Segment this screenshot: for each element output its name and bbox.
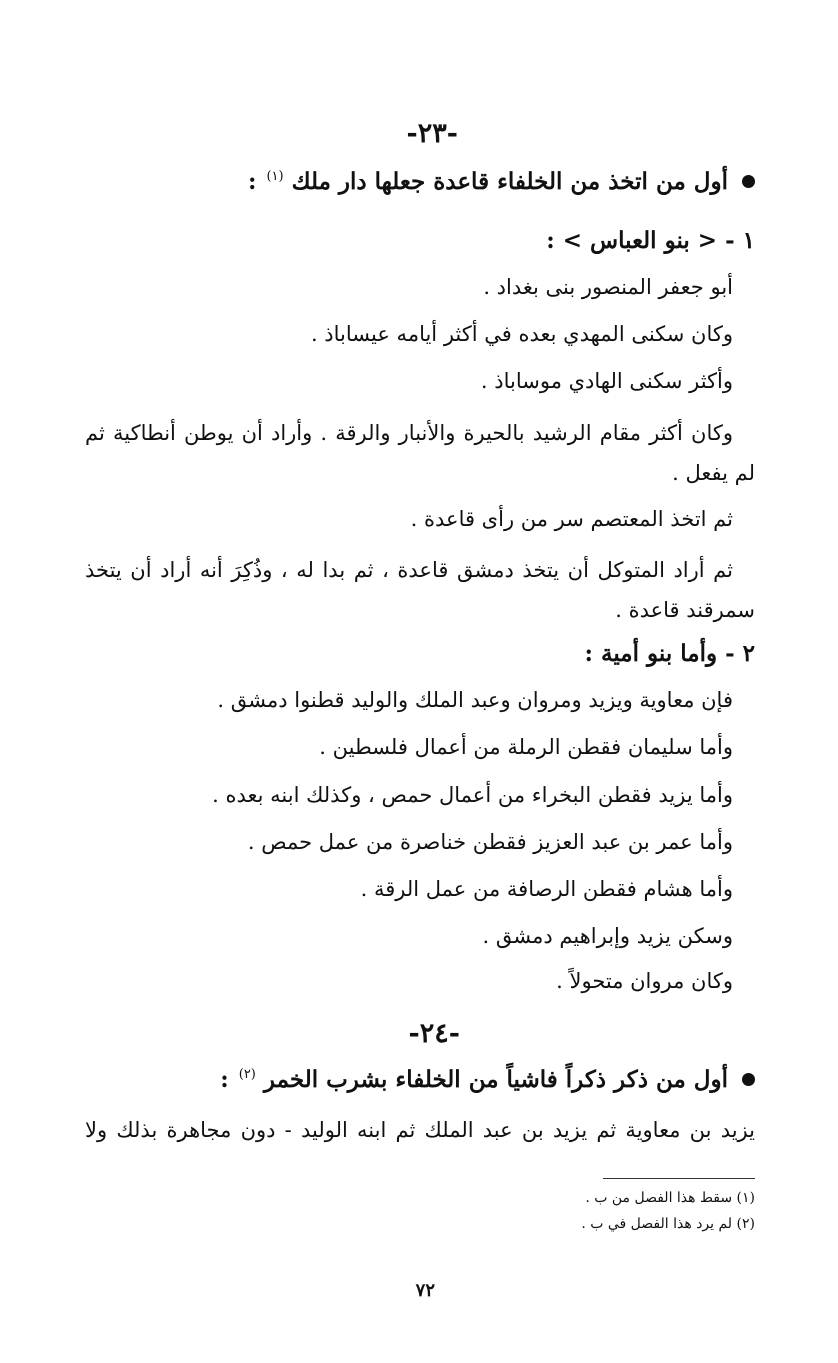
- text-line: فإن معاوية ويزيد ومروان وعبد الملك والوليد قطنوا دمشق .: [217, 688, 733, 712]
- text-line: وكان سكنى المهدي بعده في أكثر أيامه عيساباذ .: [310, 322, 733, 346]
- text-line: وأكثر سكنى الهادي موساباذ .: [480, 369, 733, 393]
- text-paragraph: ثم أراد المتوكل أن يتخذ دمشق قاعدة ، ثم بدا له ، وذُكِرَ أنه أراد أن يتخذ سمرقند قاعدة .: [85, 558, 755, 622]
- text-line: وسكن يزيد وإبراهيم دمشق .: [482, 924, 733, 948]
- heading-colon: :: [247, 168, 257, 195]
- bullet-icon: [742, 175, 755, 188]
- footnote-ref: (١): [266, 169, 284, 185]
- footnote-ref: (٢): [238, 1067, 256, 1083]
- heading-colon: :: [220, 1066, 229, 1093]
- text-line: ثم اتخذ المعتصم سر من رأى قاعدة .: [410, 507, 733, 531]
- text-line: وأما سليمان فقطن الرملة من أعمال فلسطين .: [319, 735, 733, 759]
- page-number: ٧٢: [415, 1280, 435, 1301]
- footnote-1: (١) سقط هذا الفصل من ب .: [585, 1190, 755, 1206]
- text-paragraph: وكان أكثر مقام الرشيد بالحيرة والأنبار والرقة . وأراد أن يوطن أنطاكية ثم لم يفعل .: [85, 421, 755, 485]
- heading-text: أول من ذكر ذكراً فاشياً من الخلفاء بشرب الخمر: [263, 1066, 728, 1093]
- text-line: وأما يزيد فقطن البخراء من أعمال حمص ، وكذلك ابنه بعده .: [212, 783, 733, 807]
- subsection-title-abbasids: ١ - < بنو العباس > :: [546, 227, 755, 254]
- section-heading-23: [248, 168, 755, 195]
- subsection-title-umayyads: ٢ - وأما بنو أمية :: [584, 640, 755, 667]
- footnote-2: (٢) لم يرد هذا الفصل في ب .: [581, 1216, 755, 1232]
- section-number-23: -٢٣-: [406, 118, 458, 149]
- text-line: وأما عمر بن عبد العزيز فقطن خناصرة من عمل حمص .: [247, 830, 733, 854]
- bullet-icon: [742, 1073, 755, 1086]
- section-heading-24: [220, 1066, 755, 1093]
- heading-text: أول من اتخذ من الخلفاء قاعدة جعلها دار ملك: [291, 168, 728, 195]
- text-line: وأما هشام فقطن الرصافة من عمل الرقة .: [360, 877, 733, 901]
- section-number-24: -٢٤-: [408, 1018, 460, 1049]
- text-line: وكان مروان متحولاً .: [556, 969, 733, 993]
- footnote-divider: [603, 1178, 755, 1179]
- text-paragraph: يزيد بن معاوية ثم يزيد بن عبد الملك ثم ابنه الوليد - دون مجاهرة بذلك ولا: [85, 1118, 755, 1142]
- text-line: أبو جعفر المنصور بنى بغداد .: [483, 275, 733, 299]
